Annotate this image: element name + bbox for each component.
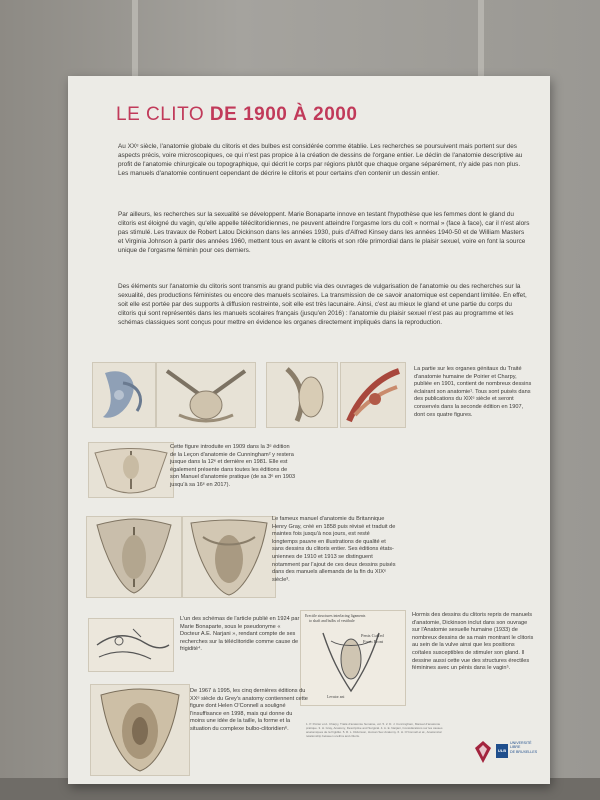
poirier-caption: La partie sur les organes génitaux du Traité d'anatomie humaine de Poirier et Charpy, publiée en 1901, contient de nombreux dessins éclairant son anatomie¹. Tous sont puisés dans des publications du XIXᵉ siècle et seront conservés dans la seconde édition en 1907, dont ces quatre figures.	[414, 366, 532, 418]
cunningham-caption: Cette figure introduite en 1909 dans la 3ᵉ édition de la Leçon d'anatomie de Cunningham² y restera jusque dans la 12ᵉ et dernière en 1981. Elle est également présente dans toutes les éditions de son Manuel d'anatomie pratique (de sa 3ᵉ en 1903 jusqu'à sa 16ᵉ en 2017).	[170, 444, 296, 488]
poirier-figure-4	[340, 362, 406, 428]
exhibition-panel	[68, 76, 550, 784]
dickinson-figure	[300, 610, 406, 706]
references-footnotes: 1. P. Poirier et A. Charpy, Traité d'anatomie humaine, vol. 5. 2. D. J. Cunningham, Manuel d'anatomie pratique. 3. H. Gray, Anatomy, Descriptive and Surgical. 4. A. E. Narjani, Considérations sur les causes anatomiques de la frigidité. 5. R. L. Dickinson, Human Sex Anatomy. 6. H. O'Connell et al., Anatomical relationship between urethra and clitoris.	[306, 722, 443, 738]
ulb-line-3: DE BRUXELLES	[510, 749, 538, 754]
dickinson-label-bottom: Levator ani	[327, 695, 345, 699]
gray-figure-2	[182, 516, 276, 598]
poirier-figure-3	[266, 362, 338, 428]
hanging-rail-right	[478, 0, 484, 80]
bonaparte-figure	[88, 618, 174, 672]
gray-caption: Le fameux manuel d'anatomie du Britannique Henry Gray, créé en 1858 puis révisé et traduit de maintes fois jusqu'à nos jours, est resté longtemps pauvre en illustrations de qualité et sans dessins du clitoris entier. Ses éditions états-uniennes de 1910 et 1913 se distinguent notamment par l'ajout de ces deux dessins puisés dans des manuels allemands de la fin du XIXᵉ siècle³.	[272, 516, 396, 583]
institution-emblem-icon	[474, 740, 492, 764]
panel-title	[116, 104, 357, 126]
dickinson-label-front: From Front	[363, 639, 384, 644]
dickinson-label-penis: Penis Cuffed	[361, 633, 384, 638]
poirier-figure-1	[92, 362, 156, 428]
ulb-line-1: UNIVERSITÉ	[510, 741, 532, 745]
ulb-line-2: LIBRE	[510, 745, 521, 750]
sexuality-paragraph: Par ailleurs, les recherches sur la sexualité se développent. Marie Bonaparte innove en testant l'hypothèse que les femmes dont le gland du clitoris est éloigné du vagin, qu'elle appelle téléclitoridiennes, ne peuvent atteindre l'orgasme lors du coït « normal » (face à face), car il n'est alors pas stimulé. Les travaux de Robert Latou Dickinson dans les années 1930, puis d'Alfred Kinsey dans les années 1940-50 et de William Masters et Virginia Johnson à partir des années 1960, mettent tous en avant le clitoris et son rôle primordial dans le plaisir sexuel, voire en font la source unique de l'orgasme féminin pour ces derniers.	[118, 211, 530, 255]
grays-anatomy-figure	[90, 684, 190, 776]
title-prefix: LE CLITO	[116, 104, 205, 125]
ulb-logo: ULB	[496, 744, 508, 758]
gray-figure-1	[86, 516, 182, 598]
cunningham-figure	[88, 442, 174, 498]
bonaparte-caption: L'un des schémas de l'article publié en 1924 par Marie Bonaparte, sous le pseudonyme « Docteur A.E. Narjani », rendant compte de ses recherches sur la téléclitoridie comme cause de frigidité⁴.	[180, 616, 300, 653]
oconnell-caption: De 1967 à 1995, les cinq dernières éditions du XXᵉ siècle du Grey's anatomy contiennent cette figure dont Helen O'Connell a souligné l'insuffisance en 1998, mais qui donne du moins une idée de la taille, la forme et la situation du complexe bulbo-clitoridien⁶.	[190, 688, 308, 732]
intro-paragraph: Au XXᵉ siècle, l'anatomie globale du clitoris et des bulbes est considérée comme établie. Les recherches se poursuivent mais portent sur des aspects précis, voire microscopiques, ce qui n'est pas propice à la création de dessins de l'organe entier. Le déclin de l'anatomie descriptive au profit de l'anatomie chirurgicale ou topographique, qui décrit le corps par régions plutôt que chaque organe séparément, n'y aide pas non plus. Les manuels d'anatomie continuent cependant de décrire le clitoris et pour certains d'en contenir un dessin entier.	[118, 143, 523, 178]
transmission-paragraph: Des éléments sur l'anatomie du clitoris sont transmis au grand public via des ouvrages de vulgarisation de l'anatomie ou des recherches sur la sexualité, des productions féministes ou encore des manuels scolaires. La transmission de ce savoir anatomique est cependant limitée. En effet, soit elle est portée par des supports à diffusion restreinte, soit elle est très lacunaire. Ainsi, c'est au mieux le gland et une partie du corps du clitoris qui sont représentés dans les manuels scolaires français (jusqu'en 2016) : l'anatomie du plaisir sexuel n'est pas au programme et les schémas classiques sont conçus pour mettre en évidence les organes directement impliqués dans la reproduction.	[118, 283, 527, 327]
title-bold: DE 1900 À 2000	[209, 104, 358, 125]
dickinson-label-2: to shaft and bulbs of vestibule	[309, 619, 355, 623]
poirier-figure-2	[156, 362, 256, 428]
hanging-rail-left	[132, 0, 138, 80]
dickinson-caption: Hormis des dessins du clitoris repris de manuels d'anatomie, Dickinson inclut dans son ouvrage sur l'Anatomie sexuelle humaine (1933) de nombreux dessins de sa main montrant le clitoris au sein de la vulve ainsi que les positions coïtales susceptibles de stimuler son gland. Il dessine aussi cette vue des structures érectiles féminines avec un pénis dans le vagin⁵.	[412, 612, 534, 672]
dickinson-label-1: Erectile structures interlacing ligaments	[305, 614, 366, 618]
ulb-wordmark	[510, 741, 537, 754]
